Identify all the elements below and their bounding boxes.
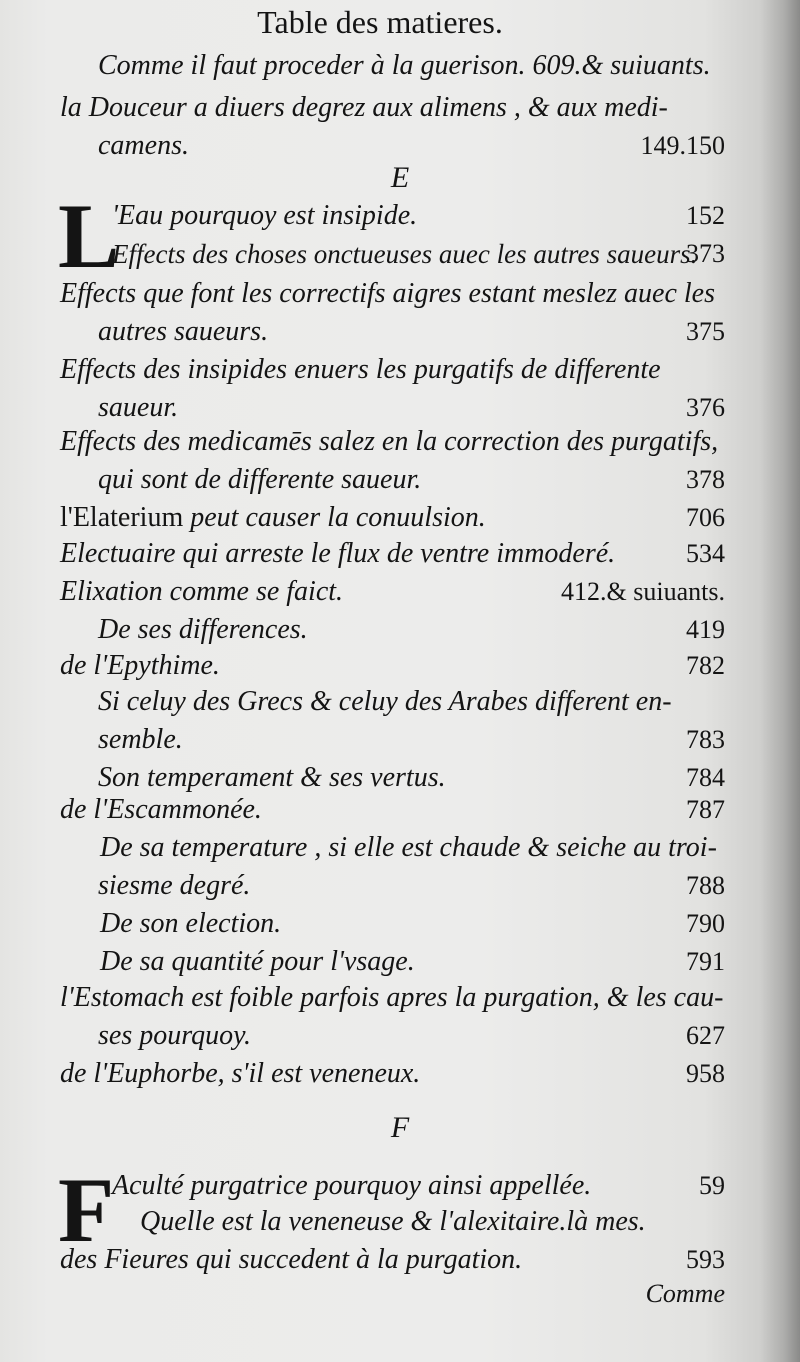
dropcap-l: L [58, 185, 120, 287]
catchword: Comme [645, 1279, 725, 1308]
page-number: 59 [699, 1171, 725, 1200]
dropcap-f: F [58, 1159, 115, 1261]
page-number: 376 [686, 393, 725, 422]
page-number: 419 [686, 615, 725, 644]
section-letter-e: E [390, 161, 410, 194]
page-number: 627 [686, 1021, 725, 1050]
page-number: 706 [686, 503, 725, 532]
page-number: 412.& suiuants. [561, 577, 725, 606]
page-number: 593 [686, 1245, 725, 1274]
page-gutter-shadow [760, 0, 800, 1362]
page-number: 787 [686, 795, 725, 824]
page-number: 784 [686, 763, 725, 792]
page-number: 375 [686, 317, 725, 346]
page-number: 152 [686, 201, 725, 230]
page-number: 791 [686, 947, 725, 976]
page-number: 149.150 [640, 131, 725, 160]
page-number: 958 [686, 1059, 725, 1088]
book-page: Table des matieres. Comme il faut proceder à la guerison. 609.& suiuants. la Douceur a diuers degrez aux alimens , & aux medi- camens. 149.150 E L 'Eau pourquoy est insipide. 152 Effects des choses onctueuses auec les autres saueurs. 373 Effects que font les correctifs aigres estant meslez auec les autres saueurs. 375 Effects des insipides enuers les purgatifs de differente saueur. 376 Effects des medicamēs salez en la correction des purgatifs, qui sont de differente saueur. 378 l'Elaterium peut causer la conuulsion. 706 Electuaire qui arreste le flux de ventre immoderé. 534 Elixation comme se faict. 412.& suiuants. De ses differences. 419 de l'Epythime. 782 Si celuy des Grecs & celuy des Arabes different en- semble. 783 Son temperament & ses vertus. 784 de l'Escammonée. 787 De sa temperature , si elle est chaude & seiche au troi- siesme degré. 788 De son election. 790 De sa quantité pour l'vsage. 791 l'Estomach est foible parfois apres la purgation, & les cau- ses pourquoy. 627 de l'Euphorbe, s'il est veneneux. 958 F F Aculté purgatrice pourquoy ainsi appellée. 59 Quelle est la veneneuse & l'alexitaire.là mes. des Fieures qui succedent à la purgation. 593 Comme [0, 0, 800, 1362]
page-header: Table des matieres. [257, 4, 503, 40]
page-number: 534 [686, 539, 725, 568]
page-number: 788 [686, 871, 725, 900]
page-number: 373 [686, 239, 725, 268]
page-number: 790 [686, 909, 725, 938]
page-number: 782 [686, 651, 725, 680]
page-number: 378 [686, 465, 725, 494]
section-letter-f: F [390, 1111, 410, 1144]
page-number: 783 [686, 725, 725, 754]
